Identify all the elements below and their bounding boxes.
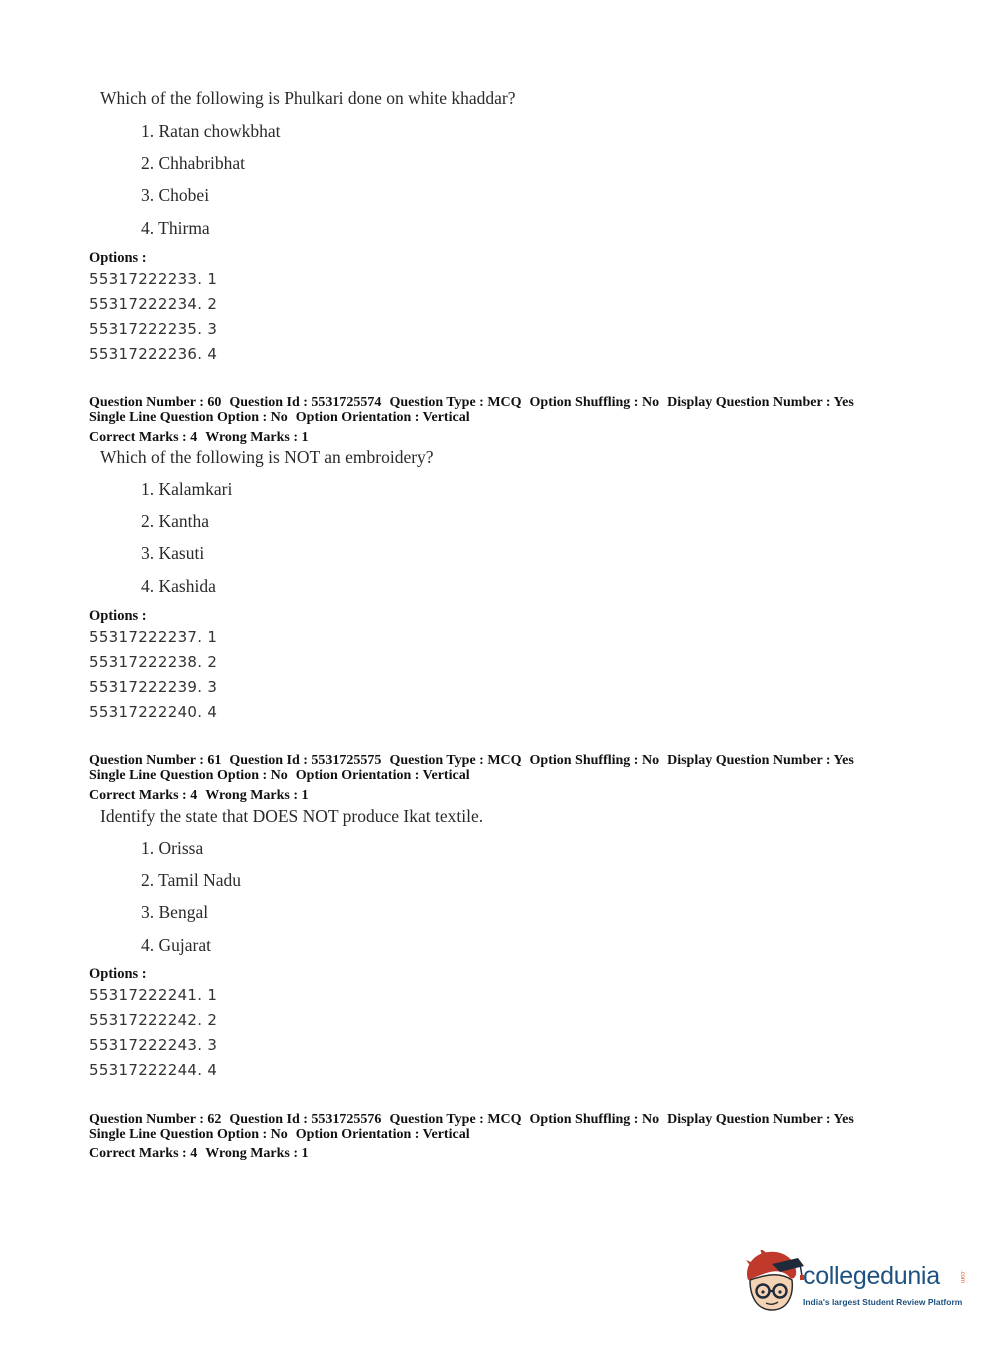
option-shuffling: Option Shuffling : No xyxy=(529,395,660,410)
question-meta-line-3 xyxy=(89,788,317,803)
option-row: 55317222238. 2 xyxy=(89,653,218,671)
question-meta-line-1 xyxy=(89,1112,862,1127)
question-text: Which of the following is Phulkari done on white khaddar? xyxy=(100,88,516,108)
choice-1: 1. Orissa xyxy=(141,838,204,858)
choice-1: 1. Ratan chowkbhat xyxy=(141,121,281,141)
option-orientation: Option Orientation : Vertical xyxy=(295,410,470,425)
option-row: 55317222244. 4 xyxy=(89,1061,218,1079)
collegedunia-logo xyxy=(742,1250,972,1320)
option-orientation: Option Orientation : Vertical xyxy=(295,768,470,783)
option-row: 55317222242. 2 xyxy=(89,1011,218,1029)
choice-2: 2. Tamil Nadu xyxy=(141,870,242,890)
question-meta-line-1 xyxy=(89,753,862,768)
choice-3: 3. Bengal xyxy=(141,902,209,922)
question-meta-line-2 xyxy=(89,1127,478,1142)
question-type: Question Type : MCQ xyxy=(389,1112,522,1127)
single-line-option: Single Line Question Option : No xyxy=(89,768,288,783)
option-shuffling: Option Shuffling : No xyxy=(529,1112,660,1127)
question-id: Question Id : 5531725574 xyxy=(229,395,382,410)
choice-4: 4. Kashida xyxy=(141,576,216,596)
options-label: Options : xyxy=(89,608,147,624)
question-meta-line-3 xyxy=(89,430,317,445)
option-row: 55317222237. 1 xyxy=(89,628,218,646)
choice-1: 1. Kalamkari xyxy=(141,479,233,499)
single-line-option: Single Line Question Option : No xyxy=(89,1127,288,1142)
choice-3: 3. Kasuti xyxy=(141,543,205,563)
question-type: Question Type : MCQ xyxy=(389,395,522,410)
question-meta-line-2 xyxy=(89,410,478,425)
option-row: 55317222239. 3 xyxy=(89,678,218,696)
option-row: 55317222243. 3 xyxy=(89,1036,218,1054)
option-row: 55317222240. 4 xyxy=(89,703,218,721)
option-row: 55317222233. 1 xyxy=(89,270,218,288)
option-row: 55317222241. 1 xyxy=(89,986,218,1004)
display-question-number: Display Question Number : Yes xyxy=(667,753,854,768)
question-number: Question Number : 62 xyxy=(89,1112,222,1127)
choice-4: 4. Gujarat xyxy=(141,935,211,955)
question-number: Question Number : 60 xyxy=(89,395,222,410)
options-label: Options : xyxy=(89,250,147,266)
wrong-marks: Wrong Marks : 1 xyxy=(205,1146,309,1161)
brand-tagline: India's largest Student Review Platform xyxy=(803,1297,963,1307)
wrong-marks: Wrong Marks : 1 xyxy=(205,788,309,803)
options-label: Options : xyxy=(89,966,147,982)
correct-marks: Correct Marks : 4 xyxy=(89,430,198,445)
question-meta-line-3 xyxy=(89,1146,317,1161)
question-type: Question Type : MCQ xyxy=(389,753,522,768)
display-question-number: Display Question Number : Yes xyxy=(667,1112,854,1127)
correct-marks: Correct Marks : 4 xyxy=(89,788,198,803)
correct-marks: Correct Marks : 4 xyxy=(89,1146,198,1161)
display-question-number: Display Question Number : Yes xyxy=(667,395,854,410)
option-row: 55317222234. 2 xyxy=(89,295,218,313)
question-id: Question Id : 5531725575 xyxy=(229,753,382,768)
question-number: Question Number : 61 xyxy=(89,753,222,768)
question-text: Which of the following is NOT an embroidery? xyxy=(100,447,434,467)
choice-3: 3. Chobei xyxy=(141,185,210,205)
choice-2: 2. Chhabribhat xyxy=(141,153,246,173)
choice-2: 2. Kantha xyxy=(141,511,210,531)
brand-name: collegedunia xyxy=(803,1262,940,1290)
option-orientation: Option Orientation : Vertical xyxy=(295,1127,470,1142)
single-line-option: Single Line Question Option : No xyxy=(89,410,288,425)
choice-4: 4. Thirma xyxy=(141,218,210,238)
wrong-marks: Wrong Marks : 1 xyxy=(205,430,309,445)
question-text: Identify the state that DOES NOT produce Ikat textile. xyxy=(100,806,484,826)
question-meta-line-2 xyxy=(89,768,478,783)
option-row: 55317222235. 3 xyxy=(89,320,218,338)
option-shuffling: Option Shuffling : No xyxy=(529,753,660,768)
mascot-icon xyxy=(742,1250,804,1320)
question-id: Question Id : 5531725576 xyxy=(229,1112,382,1127)
option-row: 55317222236. 4 xyxy=(89,345,218,363)
question-meta-line-1 xyxy=(89,395,862,410)
brand-suffix: .com xyxy=(959,1270,965,1284)
